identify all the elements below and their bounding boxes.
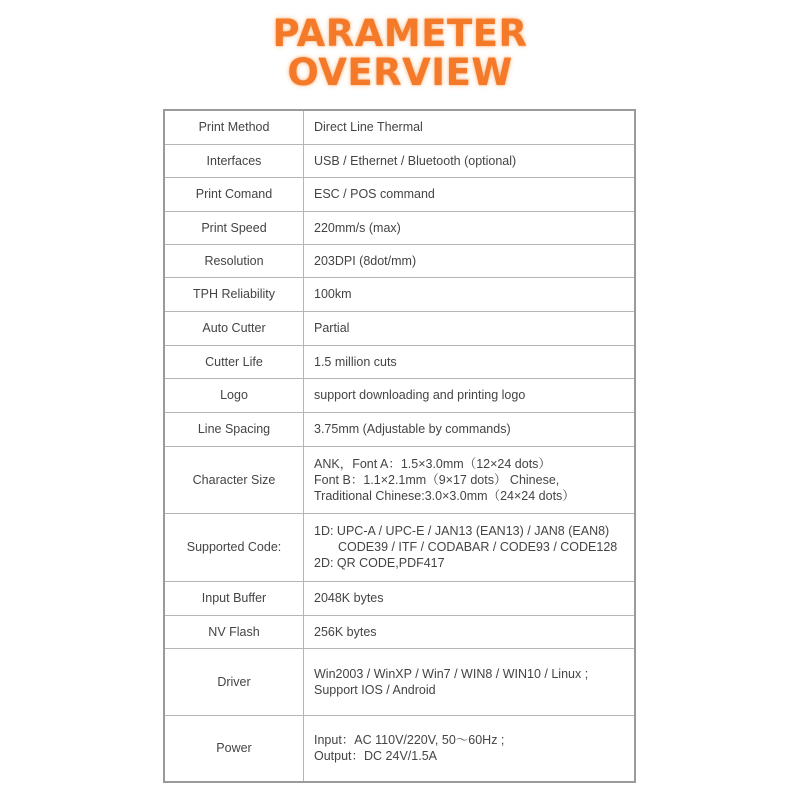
param-label: Line Spacing — [164, 412, 304, 446]
param-value — [304, 277, 636, 311]
param-value-line: USB / Ethernet / Bluetooth (optional) — [314, 153, 517, 168]
param-value-line: Partial — [314, 321, 350, 335]
page-title-line-1: PARAMETER — [272, 12, 528, 55]
param-value — [304, 144, 636, 177]
param-value-line: 2D: QR CODE,PDF417 — [314, 556, 445, 570]
param-label: Print Comand — [164, 177, 304, 211]
param-value-line: support downloading and printing logo — [314, 388, 526, 402]
table-row-nv-flash — [164, 615, 635, 648]
table-row-character-size — [164, 446, 635, 513]
table-row-power — [164, 715, 635, 782]
table-row-driver — [164, 648, 635, 715]
table-row-input-buffer — [164, 581, 635, 615]
table-row-line-spacing — [164, 412, 635, 446]
param-label: Supported Code: — [164, 513, 304, 581]
param-value-line: 1D: UPC-A / UPC-E / JAN13 (EAN13) / JAN8 (EAN8) — [314, 524, 610, 538]
table-row-resolution — [164, 244, 635, 277]
param-value — [304, 513, 636, 581]
table-row-logo — [164, 378, 635, 412]
table-row-supported-code — [164, 513, 635, 581]
param-label: Character Size — [164, 446, 304, 513]
param-value-line: ESC / POS command — [314, 187, 435, 201]
param-value-line: Output：DC 24V/1.5A — [314, 749, 437, 764]
param-label: Logo — [164, 378, 304, 412]
table-row-auto-cutter — [164, 311, 635, 345]
param-label: Cutter Life — [164, 345, 304, 378]
param-label: Auto Cutter — [164, 311, 304, 345]
table-row-print-command — [164, 177, 635, 211]
param-value-line: CODE39 / ITF / CODABAR / CODE93 / CODE128 — [338, 540, 618, 554]
param-label: NV Flash — [164, 615, 304, 648]
param-label: TPH Reliability — [164, 277, 304, 311]
page-title-line-2: OVERVIEW — [287, 51, 513, 94]
table-row-tph-reliability — [164, 277, 635, 311]
param-value — [304, 648, 636, 715]
param-value — [304, 446, 636, 513]
param-value — [304, 211, 636, 244]
param-label: Print Speed — [164, 211, 304, 244]
table-row-print-method — [164, 110, 635, 144]
table-row-print-speed — [164, 211, 635, 244]
table-row-cutter-life — [164, 345, 635, 378]
parameter-table — [163, 109, 636, 783]
table-row-interfaces — [164, 144, 635, 177]
param-value-line: Direct Line Thermal — [314, 120, 423, 135]
param-value-line: 256K bytes — [314, 624, 377, 639]
param-label: Resolution — [164, 244, 304, 277]
param-value — [304, 581, 636, 615]
param-value-line: Font B：1.1×2.1mm（9×17 dots） Chinese, — [314, 472, 560, 487]
param-value — [304, 244, 636, 277]
param-value-line: 100km — [314, 287, 352, 301]
param-value-line: Win2003 / WinXP / Win7 / WIN8 / WIN10 / Linux ; — [314, 666, 589, 681]
param-value-line: Traditional Chinese:3.0×3.0mm（24×24 dots） — [314, 488, 575, 503]
param-value-line: Input：AC 110V/220V, 50〜60Hz ; — [314, 733, 505, 748]
param-value-line: 3.75mm (Adjustable by commands) — [314, 422, 511, 436]
param-value-line: 203DPI (8dot/mm) — [314, 253, 417, 268]
param-value — [304, 615, 636, 648]
param-value — [304, 177, 636, 211]
param-label: Driver — [164, 648, 304, 715]
param-label: Interfaces — [164, 144, 304, 177]
param-value — [304, 715, 636, 782]
param-value-line: 220mm/s (max) — [314, 220, 401, 235]
param-value-line: 1.5 million cuts — [314, 354, 397, 369]
param-value-line: 2048K bytes — [314, 591, 384, 605]
param-value — [304, 110, 636, 144]
param-value-line: Support IOS / Android — [314, 682, 436, 697]
param-label: Print Method — [164, 110, 304, 144]
param-value — [304, 311, 636, 345]
param-label: Power — [164, 715, 304, 782]
param-value — [304, 345, 636, 378]
param-value — [304, 412, 636, 446]
param-value — [304, 378, 636, 412]
param-value-line: ANK，Font A：1.5×3.0mm（12×24 dots） — [314, 456, 551, 471]
param-label: Input Buffer — [164, 581, 304, 615]
